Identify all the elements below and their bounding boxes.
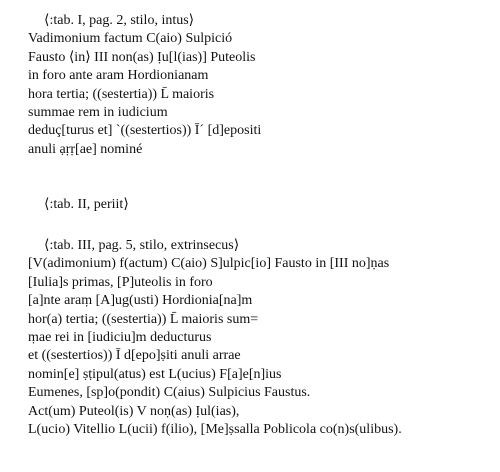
text-line: deduç[turus et] `((sestertios)) Ī´ [d]epositi xyxy=(28,123,262,139)
text-line: [Iulia]s primas, [P]uteolis in foro xyxy=(28,274,213,290)
text-line: L(ucio) Vitellio L(ucii) f(ilio), [Me]ṣsalla Poblicola co(n)s(ulibus). xyxy=(28,421,402,437)
tablet-three-heading: ⟨:tab. III, pag. 5, stilo, extrinsecus⟩ xyxy=(44,238,240,253)
tablet-two-heading: ⟨:tab. II, periit⟩ xyxy=(44,197,129,212)
tablet-two-section xyxy=(28,196,494,214)
text-line: hor(a) tertia; ((sestertia)) L̄ maioris sum= xyxy=(28,311,259,327)
text-line: in foro ante aram Hordionianam xyxy=(28,68,209,84)
tablet-three-section xyxy=(28,237,494,439)
text-line: et ((sestertios)) Ī d[epo]ṣiti anuli arrae xyxy=(28,348,241,364)
text-line: hora tertia; ((sestertia)) L̄ maioris xyxy=(28,86,215,102)
tablet-one-heading: ⟨:tab. I, pag. 2, stilo, intus⟩ xyxy=(44,13,195,28)
text-line: nomin[e] ṣṭipul(atus) est L(ucius) F[a]e[n]ius xyxy=(28,366,282,382)
text-line: [V(adimonium) f(actum) C(aio) S]ulpic[io] Fausto in [III no]ṇas xyxy=(28,256,390,272)
text-line: Act(um) Puteol(is) V noṇ(as) Ịul(ias), xyxy=(28,403,240,419)
text-line: Fausto ⟨in⟩ III non(as) Ịu[l(ias)] Puteolis xyxy=(28,49,256,65)
text-line: Vadimonium factum C(aio) Sulpició xyxy=(28,31,233,47)
tablet-one-section xyxy=(28,12,494,159)
text-line: ṃae rei in [iudiciu]m deducturus xyxy=(28,329,212,345)
text-line: Eumenes, [sp]o(pondit) C(aius) Sulpicius Faustus. xyxy=(28,385,311,401)
text-line: summae rem in iudicium xyxy=(28,104,168,120)
text-line: anuli ạṛṛ[ae] nominé xyxy=(28,141,143,157)
text-line: [a]nte araṃ [A]ug(usti) Hordionia[na]m xyxy=(28,293,253,309)
